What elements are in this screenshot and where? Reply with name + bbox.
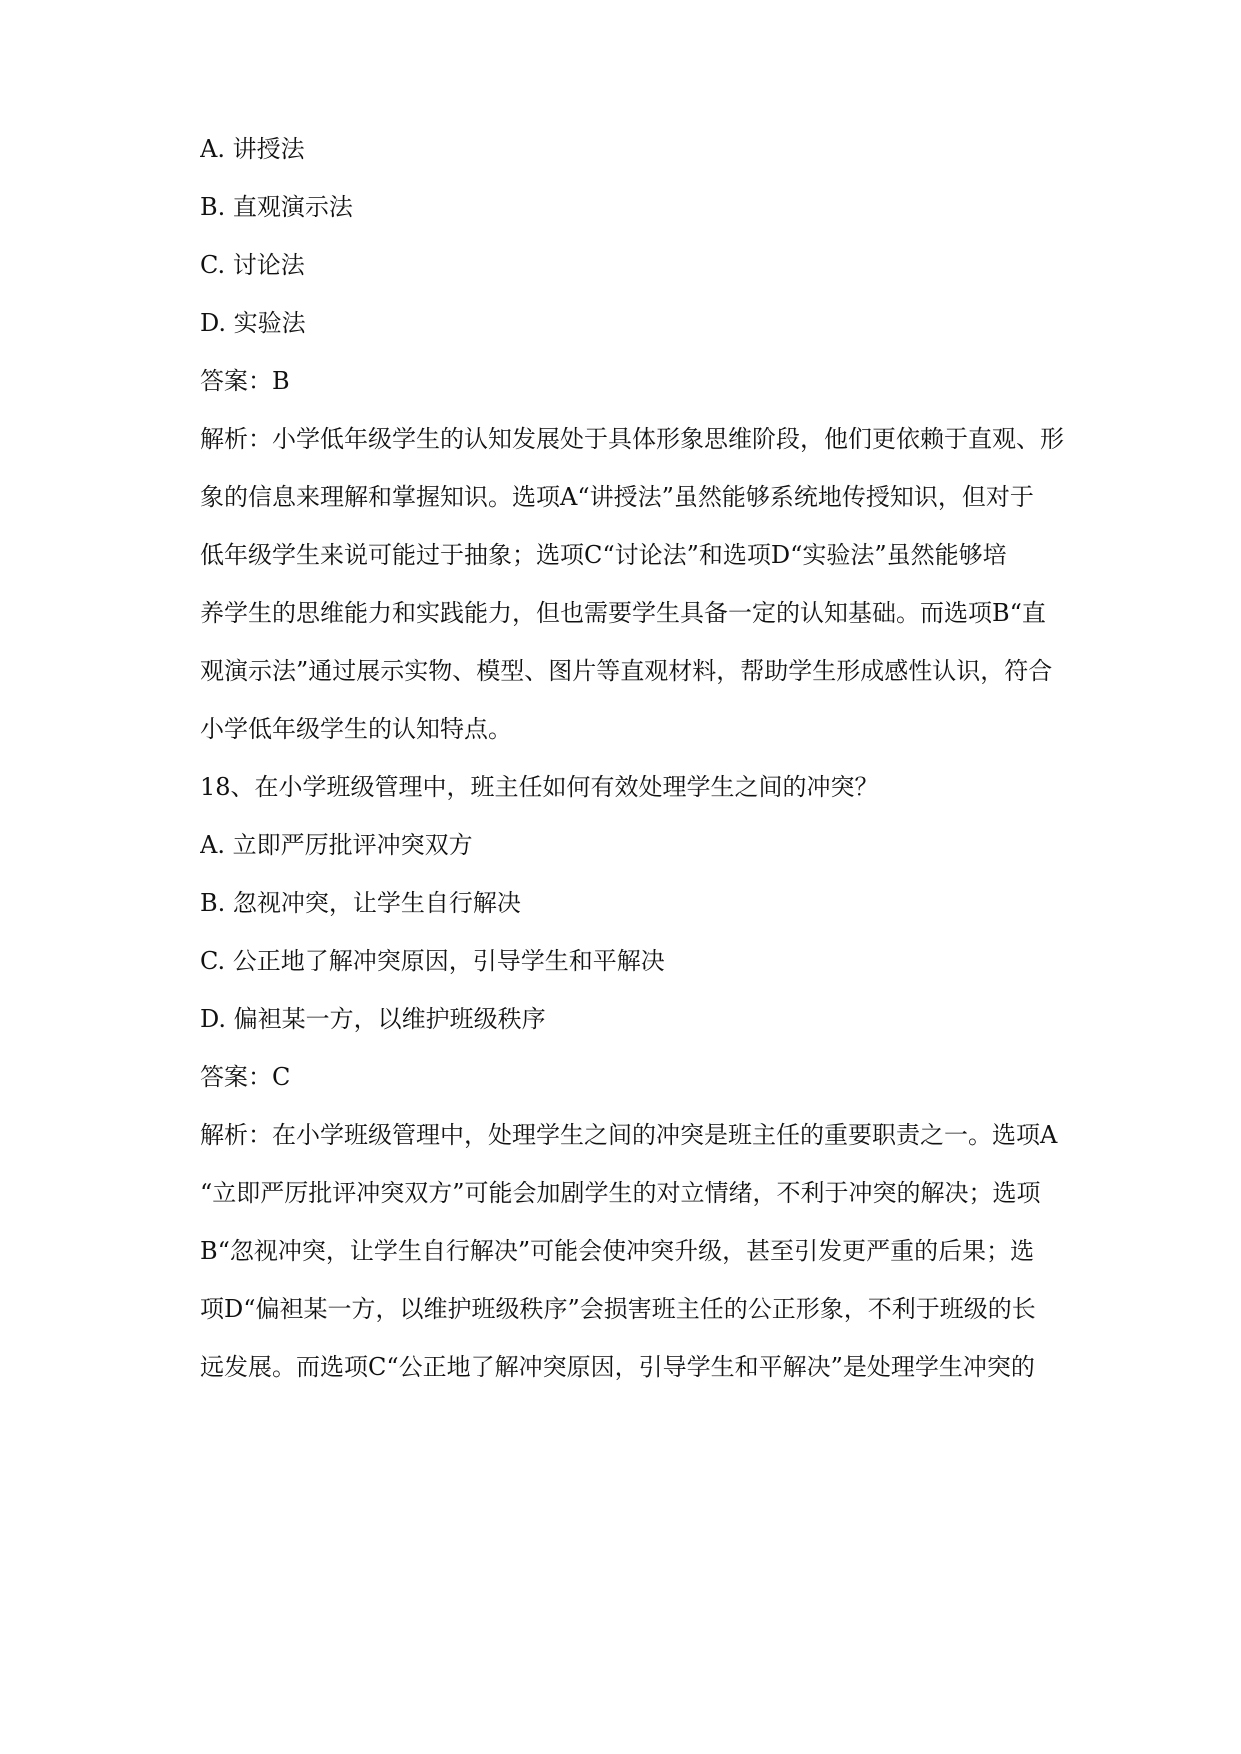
option-d: D. 实验法: [200, 309, 306, 337]
analysis-line: 解析：在小学班级管理中，处理学生之间的冲突是班主任的重要职责之一。选项A: [200, 1121, 1058, 1149]
analysis-line: 小学低年级学生的认知特点。: [200, 715, 512, 743]
analysis-line: B“忽视冲突，让学生自行解决”可能会使冲突升级，甚至引发更严重的后果；选: [200, 1237, 1035, 1265]
analysis-line: 观演示法”通过展示实物、模型、图片等直观材料，帮助学生形成感性认识，符合: [200, 657, 1053, 685]
option-a: A. 立即严厉批评冲突双方: [200, 831, 473, 859]
analysis-line: 象的信息来理解和掌握知识。选项A“讲授法”虽然能够系统地传授知识，但对于: [200, 483, 1034, 511]
analysis-line: “立即严厉批评冲突双方”可能会加剧学生的对立情绪，不利于冲突的解决；选项: [200, 1179, 1041, 1207]
answer: 答案：C: [200, 1063, 291, 1091]
option-b: B. 忽视冲突，让学生自行解决: [200, 889, 521, 917]
analysis-line: 低年级学生来说可能过于抽象；选项C“讨论法”和选项D“实验法”虽然能够培: [200, 541, 1007, 569]
analysis-line: 养学生的思维能力和实践能力，但也需要学生具备一定的认知基础。而选项B“直: [200, 599, 1046, 627]
option-a: A. 讲授法: [200, 135, 305, 163]
option-d: D. 偏袒某一方，以维护班级秩序: [200, 1005, 546, 1033]
analysis-line: 项D“偏袒某一方，以维护班级秩序”会损害班主任的公正形象，不利于班级的长: [200, 1295, 1036, 1323]
option-c: C. 公正地了解冲突原因，引导学生和平解决: [200, 947, 665, 975]
option-b: B. 直观演示法: [200, 193, 353, 221]
option-c: C. 讨论法: [200, 251, 305, 279]
answer: 答案：B: [200, 367, 290, 395]
question-18: 18、在小学班级管理中，班主任如何有效处理学生之间的冲突？: [200, 773, 879, 801]
analysis-line: 远发展。而选项C“公正地了解冲突原因，引导学生和平解决”是处理学生冲突的: [200, 1353, 1035, 1381]
analysis-line: 解析：小学低年级学生的认知发展处于具体形象思维阶段，他们更依赖于直观、形: [200, 425, 1064, 453]
